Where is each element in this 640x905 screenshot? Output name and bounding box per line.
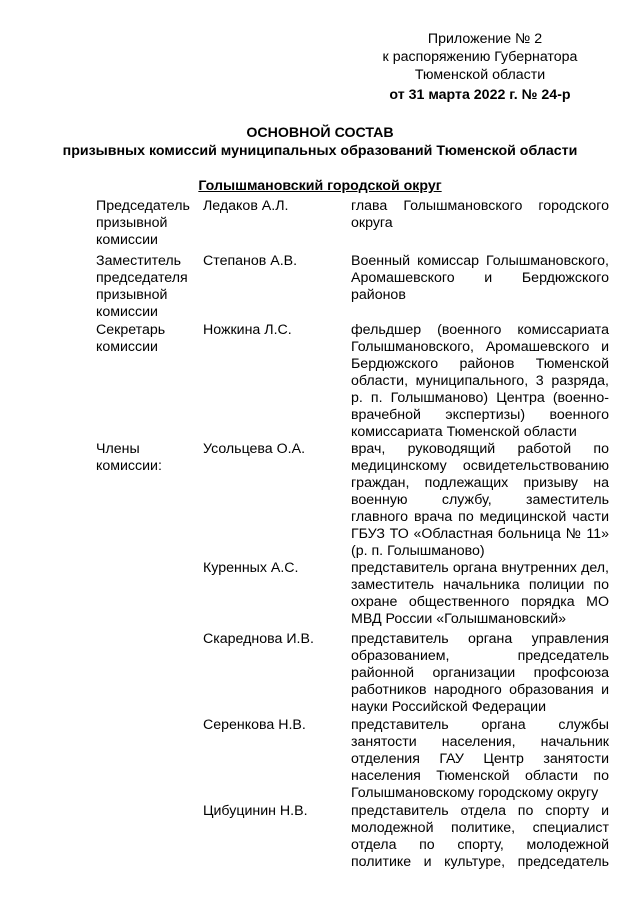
district-heading: Голышмановский городской округ [198, 178, 442, 194]
member-duty: глава Голышмановского городского округа [351, 198, 609, 231]
appendix-date: от 31 марта 2022 г. № 24-р [389, 87, 571, 103]
member-name: Серенкова Н.В. [203, 717, 306, 733]
title-main: ОСНОВНОЙ СОСТАВ [246, 125, 394, 141]
title-subtitle: призывных комиссий муниципальных образований Тюменской области [62, 143, 578, 159]
member-duty: представитель органа внутренних дел, заместитель начальника полиции по охране общественного порядка МО МВД России «Голышмановский» [351, 560, 609, 627]
member-name: Скареднова И.В. [203, 631, 314, 647]
member-name: Цибуцинин Н.В. [203, 803, 308, 819]
member-duty: врач, руководящий работой по медицинскому освидетельствованию граждан, подлежащих призыву на военную службу, заместитель главного врача по медицинской части ГБУЗ ТО «Областная больница № 11» (р. п. Голышманово) [351, 441, 609, 559]
member-name: Усольцева О.А. [203, 441, 306, 457]
member-name: Ледаков А.Л. [203, 198, 289, 214]
appendix-block [360, 30, 600, 104]
member-duty: представитель органа управления образованием, председатель районной организации профсоюза работников народного образования и науки Российской Федерации [351, 631, 609, 715]
member-duty: Военный комиссар Голышмановского, Аромашевского и Бердюжского районов [351, 253, 609, 303]
member-role: Председатель призывной комиссии [96, 198, 190, 248]
member-role: Секретарь комиссии [96, 322, 166, 355]
appendix-number: Приложение № 2 [427, 31, 543, 47]
member-name: Куренных А.С. [203, 560, 299, 576]
member-duty: представитель органа службы занятости населения, начальник отделения ГАУ Центр занятости населения Тюменской области по Голышмановскому городскому округу [351, 717, 609, 801]
member-name: Ножкина Л.С. [203, 322, 292, 338]
member-duty: фельдшер (военного комиссариата Голышмановского, Аромашевского и Бердюжского районов Тюменской области, муниципального, 3 разряда, р. п. Голышманово) Центра (военно- врачебной экспертизы) военного комиссариата Тюменской области [351, 322, 609, 440]
appendix-order-line: к распоряжению Губернатора [382, 49, 578, 65]
document-title [40, 124, 600, 160]
member-role: Заместитель председателя призывной комиссии [96, 253, 188, 320]
appendix-region-line: Тюменской области [414, 67, 546, 83]
member-role: Члены комиссии: [96, 441, 162, 474]
member-duty: представитель отдела по спорту и молодежной политике, специалист отдела по спорту, молодежной политике и культуре, председатель [351, 803, 609, 870]
member-name: Степанов А.В. [203, 253, 298, 269]
